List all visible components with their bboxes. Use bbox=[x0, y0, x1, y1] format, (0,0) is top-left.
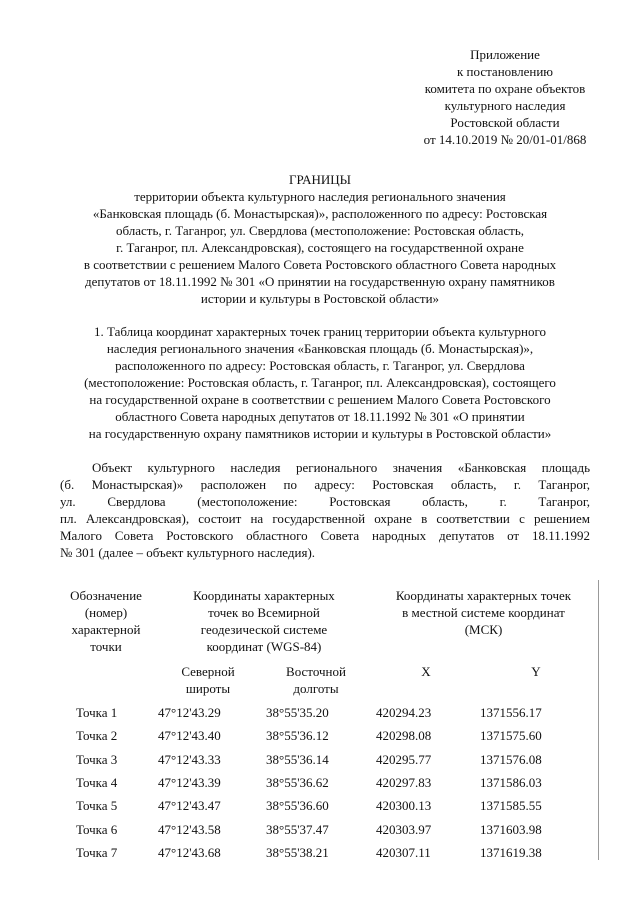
cell-point: Точка 2 bbox=[76, 728, 118, 744]
header-text: Восточной bbox=[286, 664, 346, 679]
section-line: на государственную охрану памятников истории и культуры в Ростовской области» bbox=[88, 426, 552, 441]
header-point-designation bbox=[56, 587, 156, 655]
header-text: характерной bbox=[71, 622, 141, 637]
subheader-y: Y bbox=[531, 664, 541, 679]
subheader-x: X bbox=[421, 664, 431, 679]
section-line: расположенного по адресу: Ростовская область, г. Таганрог, ул. Свердлова bbox=[115, 358, 525, 373]
section-line: наследия регионального значения «Банковская площадь (б. Монастырская)», bbox=[106, 341, 534, 356]
header-text: Обозначение bbox=[70, 588, 142, 603]
appendix-line: культурного наследия bbox=[444, 98, 566, 113]
document-title bbox=[20, 171, 620, 307]
title-line: истории и культуры в Ростовской области» bbox=[200, 291, 440, 306]
cell-point: Точка 3 bbox=[76, 751, 118, 767]
cell-point: Точка 1 bbox=[76, 705, 118, 720]
cell-y: 1371619.38 bbox=[480, 844, 542, 860]
cell-x: 420295.77 bbox=[376, 751, 432, 767]
section-line: областного Совета народных депутатов от 18.11.1992 № 301 «О принятии bbox=[115, 409, 525, 424]
cell-longitude: 38°55'36.60 bbox=[266, 798, 329, 814]
header-text: Северной bbox=[181, 664, 235, 679]
title-line: «Банковская площадь (б. Монастырская)», расположенного по адресу: Ростовская bbox=[92, 206, 548, 221]
coordinates-table bbox=[56, 580, 599, 860]
title-line: область, г. Таганрог, ул. Свердлова (местоположение: Ростовская область, bbox=[115, 223, 525, 238]
cell-point: Точка 6 bbox=[76, 821, 118, 837]
cell-latitude: 47°12'43.47 bbox=[158, 798, 221, 814]
cell-longitude: 38°55'35.20 bbox=[266, 705, 329, 720]
cell-longitude: 38°55'36.12 bbox=[266, 728, 329, 744]
appendix-line: Ростовской области bbox=[450, 115, 560, 130]
header-msk bbox=[376, 587, 591, 638]
header-text: Координаты характерных точек bbox=[395, 588, 572, 603]
cell-longitude: 38°55'38.21 bbox=[266, 844, 329, 860]
title-line: г. Таганрог, пл. Александровская), состоящего на государственной охране bbox=[116, 240, 524, 255]
cell-y: 1371585.55 bbox=[480, 798, 542, 814]
paragraph-line: пл. Александровская), состоит на государственной охране в соответствии с решением bbox=[60, 511, 590, 526]
cell-latitude: 47°12'43.68 bbox=[158, 844, 221, 860]
cell-x: 420294.23 bbox=[376, 705, 432, 720]
paragraph-line: (б. Монастырская)» расположен по адресу: Ростовская область, г. Таганрог, bbox=[60, 477, 590, 492]
paragraph-line: № 301 (далее – объект культурного наследия). bbox=[60, 545, 316, 560]
cell-point: Точка 4 bbox=[76, 774, 118, 790]
title-line: в соответствии с решением Малого Совета Ростовского областного Совета народных bbox=[83, 257, 557, 272]
header-text: точки bbox=[90, 639, 122, 654]
appendix-line: от 14.10.2019 № 20/01-01/868 bbox=[423, 132, 587, 147]
header-text: Координаты характерных bbox=[193, 588, 335, 603]
cell-x: 420307.11 bbox=[376, 844, 431, 860]
cell-latitude: 47°12'43.58 bbox=[158, 821, 221, 837]
cell-point: Точка 5 bbox=[76, 798, 118, 814]
paragraph-line: Объект культурного наследия регионального значения «Банковская площадь bbox=[92, 460, 590, 475]
cell-longitude: 38°55'37.47 bbox=[266, 821, 329, 837]
section-line: (местоположение: Ростовская область, г. Таганрог, пл. Александровская), состоящего bbox=[84, 375, 556, 390]
appendix-block bbox=[380, 46, 630, 148]
appendix-line: комитета по охране объектов bbox=[424, 81, 586, 96]
header-text: (МСК) bbox=[464, 622, 503, 637]
subheader-longitude bbox=[266, 663, 366, 697]
section-line: на государственной охране в соответствии с решением Малого Совета Ростовского bbox=[89, 392, 551, 407]
cell-x: 420300.13 bbox=[376, 798, 432, 814]
header-text: (номер) bbox=[84, 605, 128, 620]
header-text: широты bbox=[185, 681, 231, 696]
cell-x: 420303.97 bbox=[376, 821, 432, 837]
cell-y: 1371576.08 bbox=[480, 751, 542, 767]
title-line: территории объекта культурного наследия регионального значения bbox=[134, 189, 506, 204]
appendix-line: Приложение bbox=[470, 47, 540, 62]
description-paragraph bbox=[60, 459, 590, 561]
paragraph-line: ул. Свердлова (местоположение: Ростовская область, г. Таганрог, bbox=[60, 494, 590, 509]
cell-latitude: 47°12'43.39 bbox=[158, 774, 221, 790]
header-wgs84 bbox=[164, 587, 364, 655]
cell-longitude: 38°55'36.14 bbox=[266, 751, 329, 767]
cell-y: 1371586.03 bbox=[480, 774, 542, 790]
cell-x: 420298.08 bbox=[376, 728, 432, 744]
header-text: в местной системе координат bbox=[402, 605, 565, 620]
cell-y: 1371556.17 bbox=[480, 705, 542, 720]
appendix-line: к постановлению bbox=[456, 64, 554, 79]
cell-y: 1371603.98 bbox=[480, 821, 542, 837]
section-line: 1. Таблица координат характерных точек границ территории объекта культурного bbox=[94, 324, 546, 339]
cell-point: Точка 7 bbox=[76, 844, 118, 860]
cell-latitude: 47°12'43.33 bbox=[158, 751, 221, 767]
subheader-latitude bbox=[158, 663, 258, 697]
cell-x: 420297.83 bbox=[376, 774, 432, 790]
title-heading: ГРАНИЦЫ bbox=[289, 172, 351, 187]
header-text: долготы bbox=[293, 681, 339, 696]
header-text: точек во Всемирной bbox=[208, 605, 320, 620]
paragraph-line: Малого Совета Ростовского областного Совета народных депутатов от 18.11.1992 bbox=[60, 528, 590, 543]
title-line: депутатов от 18.11.1992 № 301 «О принятии на государственную охрану памятников bbox=[85, 274, 555, 289]
header-text: координат (WGS-84) bbox=[206, 639, 322, 654]
section-heading bbox=[20, 323, 620, 442]
cell-latitude: 47°12'43.29 bbox=[158, 705, 221, 720]
header-text: геодезической системе bbox=[200, 622, 328, 637]
cell-y: 1371575.60 bbox=[480, 728, 542, 744]
cell-latitude: 47°12'43.40 bbox=[158, 728, 221, 744]
cell-longitude: 38°55'36.62 bbox=[266, 774, 329, 790]
